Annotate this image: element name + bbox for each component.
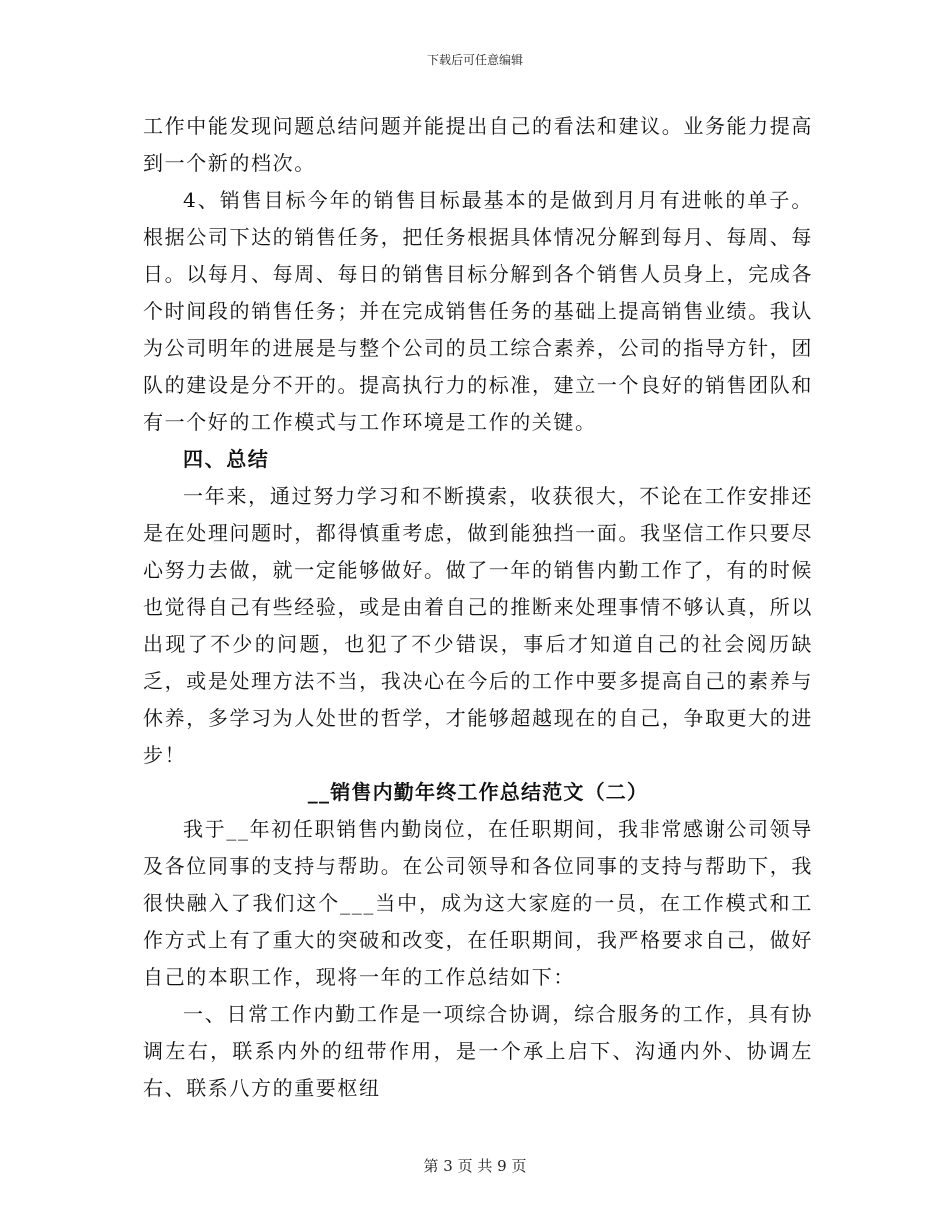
document-body	[143, 108, 813, 1107]
document-title: __销售内勤年终工作总结范文（二）	[307, 780, 649, 804]
paragraph-daily-work: 一、日常工作内勤工作是一项综合协调，综合服务的工作，具有协调左右，联系内外的纽带作用，是一个承上启下、沟通内外、协调左右、联系八方的重要枢纽	[143, 1002, 813, 1100]
paragraph-summary: 一年来，通过努力学习和不断摸索，收获很大，不论在工作安排还是在处理问题时，都得慎重考虑，做到能独挡一面。我坚信工作只要尽心努力去做，就一定能够做好。做了一年的销售内勤工作了，有的时候也觉得自己有些经验，或是由着自己的推断来处理事情不够认真，所以出现了不少的问题，也犯了不少错误，事后才知道自己的社会阅历缺乏，或是处理方法不当，我决心在今后的工作中要多提高自己的素养与休养，多学习为人处世的哲学，才能够超越现在的自己，争取更大的进步！	[143, 484, 813, 767]
paragraph-intro: 我于__年初任职销售内勤岗位，在任职期间，我非常感谢公司领导及各位同事的支持与帮助。在公司领导和各位同事的支持与帮助下，我很快融入了我们这个___当中，成为这大家庭的一员，在工作模式和工作方式上有了重大的突破和改变，在任职期间，我严格要求自己，做好自己的本职工作，现将一年的工作总结如下：	[143, 817, 813, 989]
paragraph-sales-target: 4、销售目标今年的销售目标最基本的是做到月月有进帐的单子。根据公司下达的销售任务，把任务根据具体情况分解到每月、每周、每日。以每月、每周、每日的销售目标分解到各个销售人员身上，完成各个时间段的销售任务；并在完成销售任务的基础上提高销售业绩。我认为公司明年的进展是与整个公司的员工综合素养，公司的指导方针，团队的建设是分不开的。提高执行力的标准，建立一个良好的销售团队和有一个好的工作模式与工作环境是工作的关键。	[143, 188, 813, 434]
page-header-note: 下载后可任意编辑	[426, 53, 523, 67]
section-heading-summary: 四、总结	[183, 447, 270, 471]
page-footer-number: 第 3 页 共 9 页	[423, 1157, 527, 1175]
paragraph-continued: 工作中能发现问题总结问题并能提出自己的看法和建议。业务能力提高到一个新的档次。	[143, 114, 813, 175]
